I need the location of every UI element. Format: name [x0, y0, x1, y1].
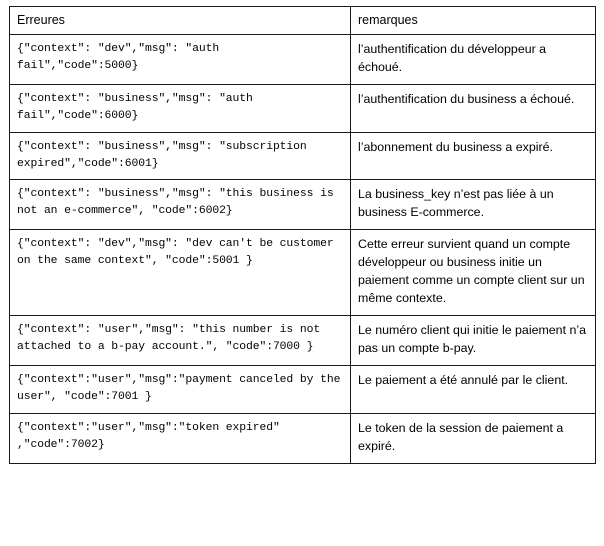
- column-header-errors: Erreures: [10, 7, 351, 35]
- error-remark: Le token de la session de paiement a expiré.: [351, 414, 596, 464]
- error-code-json: {"context":"user","msg":"token expired" ,"code":7002}: [10, 414, 351, 464]
- table-row: [10, 180, 596, 230]
- error-remark: Cette erreur survient quand un compte développeur ou business initie un paiement comme un compte client sur un même contexte.: [351, 230, 596, 316]
- error-codes-table: [9, 6, 596, 464]
- error-code-json: {"context": "business","msg": "this business is not an e-commerce", "code":6002}: [10, 180, 351, 230]
- table-header-row: [10, 7, 596, 35]
- error-remark: l’abonnement du business a expiré.: [351, 132, 596, 180]
- error-remark: La business_key n’est pas liée à un business E-commerce.: [351, 180, 596, 230]
- table-row: [10, 414, 596, 464]
- table-row: [10, 366, 596, 414]
- error-remark: l’authentification du business a échoué.: [351, 84, 596, 132]
- column-header-remarks: remarques: [351, 7, 596, 35]
- error-code-json: {"context": "dev","msg": "auth fail","code":5000}: [10, 35, 351, 85]
- table-row: [10, 84, 596, 132]
- error-remark: l’authentification du développeur a échoué.: [351, 35, 596, 85]
- error-code-json: {"context": "dev","msg": "dev can't be customer on the same context", "code":5001 }: [10, 230, 351, 316]
- table-row: [10, 132, 596, 180]
- error-code-json: {"context": "business","msg": "auth fail","code":6000}: [10, 84, 351, 132]
- table-row: [10, 230, 596, 316]
- error-code-json: {"context": "business","msg": "subscription expired","code":6001}: [10, 132, 351, 180]
- table-row: [10, 35, 596, 85]
- error-code-json: {"context":"user","msg":"payment canceled by the user", "code":7001 }: [10, 366, 351, 414]
- error-code-json: {"context": "user","msg": "this number is not attached to a b-pay account.", "code":7000 }: [10, 316, 351, 366]
- table-row: [10, 316, 596, 366]
- error-remark: Le paiement a été annulé par le client.: [351, 366, 596, 414]
- error-remark: Le numéro client qui initie le paiement n’a pas un compte b-pay.: [351, 316, 596, 366]
